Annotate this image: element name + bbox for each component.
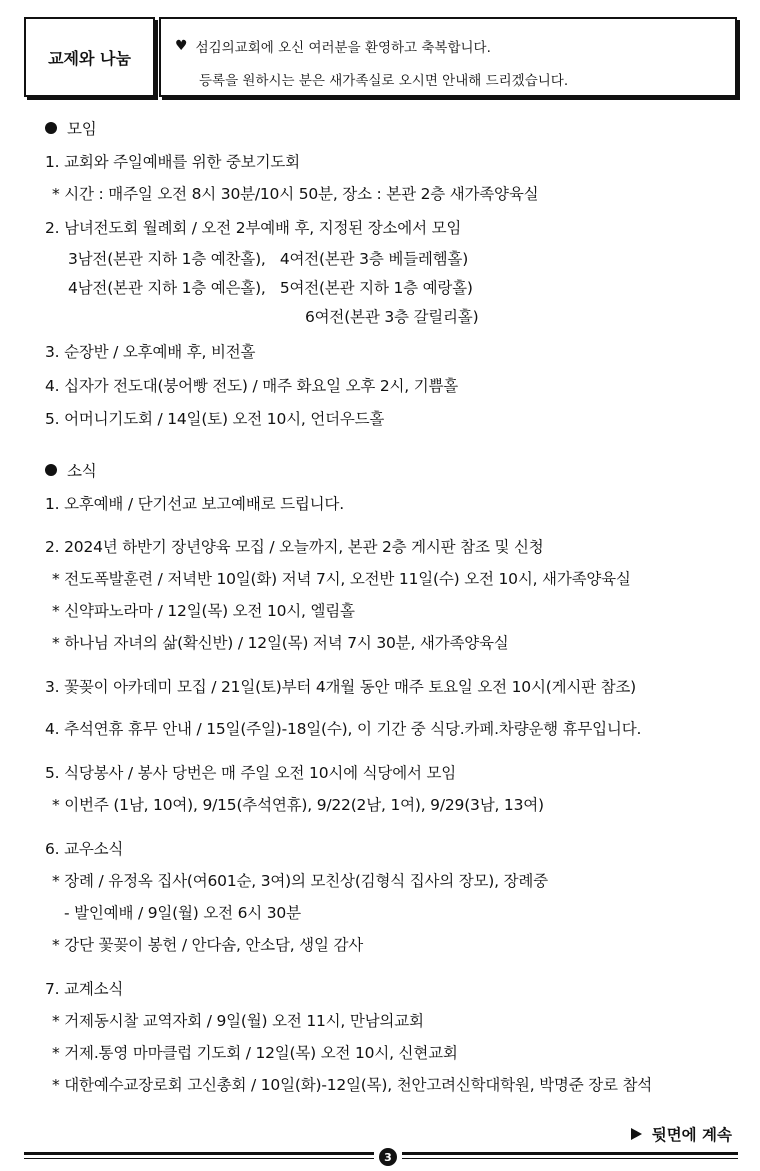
- news-detail: - 발인예배 / 9일(월) 오전 6시 30분: [64, 904, 301, 922]
- news-detail: * 신약파노라마 / 12일(목) 오전 10시, 엘림홀: [52, 602, 355, 620]
- meetings-heading: [45, 117, 97, 139]
- continued-text: 뒷면에 계속: [651, 1126, 732, 1144]
- bullet-dot-icon: [45, 122, 57, 134]
- footer-rule-right: [402, 1152, 738, 1155]
- footer-rule-left-thin: [24, 1158, 374, 1159]
- footer-rule-left: [24, 1152, 374, 1155]
- meeting-detail: 4남전(본관 지하 1층 예은홀), 5여전(본관 지하 1층 예랑홀): [68, 279, 473, 297]
- meeting-detail: 6여전(본관 3층 갈릴리홀): [305, 308, 479, 326]
- meeting-item: 1. 교회와 주일예배를 위한 중보기도회: [45, 153, 300, 171]
- meeting-item: 2. 남녀전도회 월례회 / 오전 2부예배 후, 지정된 장소에서 모임: [45, 219, 462, 237]
- welcome-box: [159, 17, 737, 97]
- news-detail: * 장례 / 유정옥 집사(여601순, 3여)의 모친상(김형식 집사의 장모), 장례중: [52, 872, 548, 890]
- heart-icon: ♥: [175, 38, 188, 54]
- news-item: 2. 2024년 하반기 장년양육 모집 / 오늘까지, 본관 2층 게시판 참조 및 신청: [45, 538, 544, 556]
- meetings-heading-text: 모임: [67, 120, 97, 138]
- meeting-detail: 3남전(본관 지하 1층 예찬홀), 4여전(본관 3층 베들레헴홀): [68, 250, 469, 268]
- news-heading-text: 소식: [67, 462, 97, 480]
- news-item: 7. 교계소식: [45, 980, 124, 998]
- section-title-text: 교제와 나눔: [48, 48, 131, 68]
- section-title: [24, 17, 155, 97]
- footer-rule-right-thin: [402, 1158, 738, 1159]
- news-detail: * 전도폭발훈련 / 저녁반 10일(화) 저녁 7시, 오전반 11일(수) 오전 10시, 새가족양육실: [52, 570, 631, 588]
- news-item: 5. 식당봉사 / 봉사 당번은 매 주일 오전 10시에 식당에서 모임: [45, 764, 457, 782]
- meeting-item: 4. 십자가 전도대(붕어빵 전도) / 매주 화요일 오후 2시, 기쁨홀: [45, 377, 459, 395]
- news-heading: [45, 459, 97, 481]
- page-number: 3: [379, 1148, 397, 1166]
- welcome-text-1: 섬김의교회에 오신 여러분을 환영하고 축복합니다.: [195, 40, 491, 56]
- news-item: 1. 오후예배 / 단기선교 보고예배로 드립니다.: [45, 495, 344, 513]
- news-detail: * 대한예수교장로회 고신총회 / 10일(화)-12일(목), 천안고려신학대학원, 박명준 장로 참석: [52, 1076, 653, 1094]
- news-detail: * 하나님 자녀의 삶(확신반) / 12일(목) 저녁 7시 30분, 새가족양육실: [52, 634, 509, 652]
- news-item: 4. 추석연휴 휴무 안내 / 15일(주일)-18일(수), 이 기간 중 식당.카페.차량운행 휴무입니다.: [45, 720, 642, 738]
- news-detail: * 거제동시찰 교역자회 / 9일(월) 오전 11시, 만남의교회: [52, 1012, 424, 1030]
- bullet-dot-icon: [45, 464, 57, 476]
- welcome-line-1: [175, 36, 491, 56]
- continued-note: [631, 1123, 732, 1145]
- meeting-item: 3. 순장반 / 오후예배 후, 비전홀: [45, 343, 256, 361]
- news-item: 3. 꽃꽂이 아카데미 모집 / 21일(토)부터 4개월 동안 매주 토요일 오전 10시(게시판 참조): [45, 678, 637, 696]
- triangle-right-icon: [631, 1128, 642, 1140]
- news-item: 6. 교우소식: [45, 840, 124, 858]
- meeting-item: 5. 어머니기도회 / 14일(토) 오전 10시, 언더우드홀: [45, 410, 385, 428]
- news-detail: * 이번주 (1남, 10여), 9/15(추석연휴), 9/22(2남, 1여), 9/29(3남, 13여): [52, 796, 544, 814]
- news-detail: * 강단 꽃꽂이 봉헌 / 안다솜, 안소담, 생일 감사: [52, 936, 363, 954]
- meeting-detail: * 시간 : 매주일 오전 8시 30분/10시 50분, 장소 : 본관 2층 새가족양육실: [52, 185, 539, 203]
- news-detail: * 거제.통영 마마클럽 기도회 / 12일(목) 오전 10시, 신현교회: [52, 1044, 458, 1062]
- welcome-line-2: 등록을 원하시는 분은 새가족실로 오시면 안내해 드리겠습니다.: [199, 73, 569, 89]
